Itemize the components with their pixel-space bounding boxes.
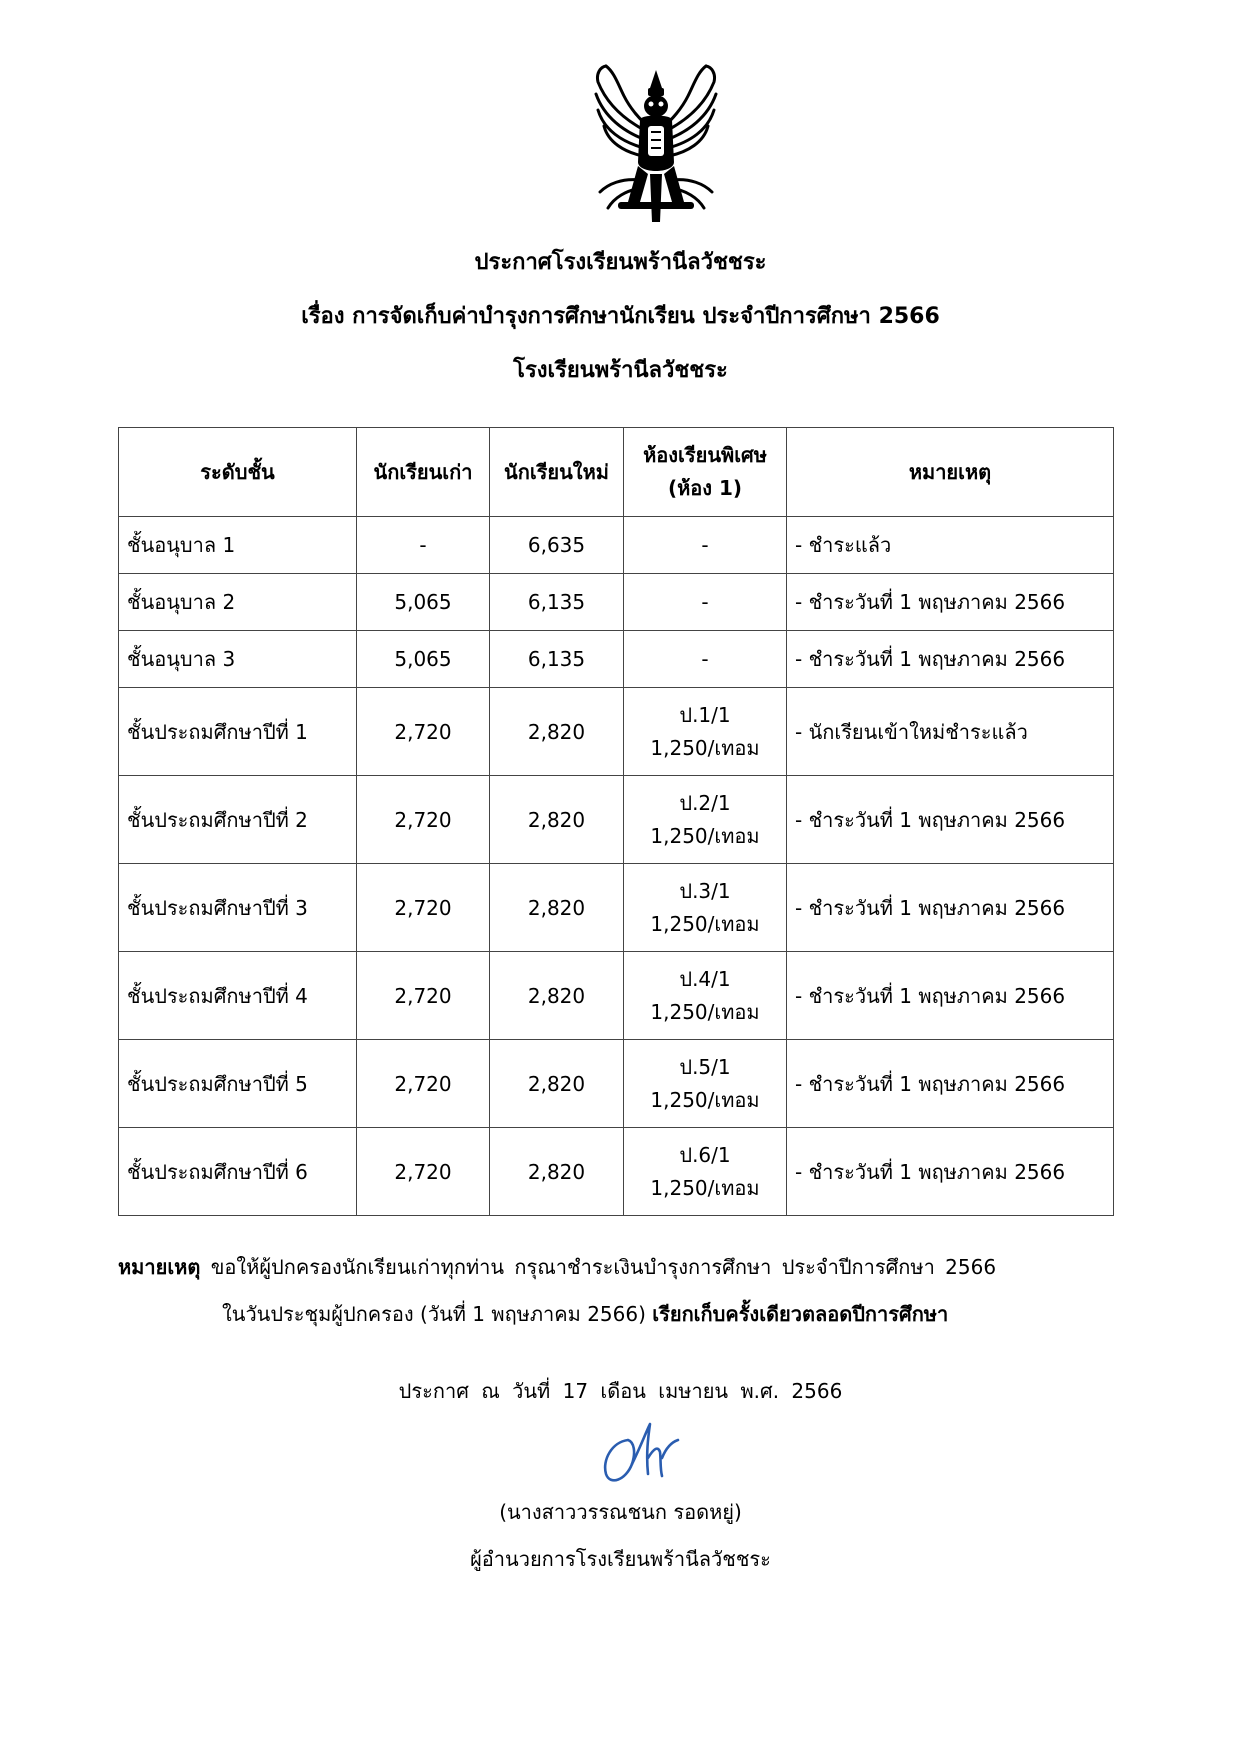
header-level: ระดับชั้น xyxy=(119,428,357,517)
special-fee: 1,250/เทอม xyxy=(650,1087,760,1112)
cell-new-fee: 6,635 xyxy=(490,517,624,574)
header-special-label: ห้องเรียนพิเศษ xyxy=(643,443,767,467)
special-room: ป.4/1 xyxy=(679,966,731,991)
cell-old-fee: 5,065 xyxy=(357,631,490,688)
cell-level: ชั้นประถมศึกษาปีที่ 5 xyxy=(119,1040,357,1128)
header-old-students: นักเรียนเก่า xyxy=(357,428,490,517)
cell-new-fee: 2,820 xyxy=(490,952,624,1040)
announcement-subject: เรื่อง การจัดเก็บค่าบำรุงการศึกษานักเรียน ประจำปีการศึกษา 2566 xyxy=(301,304,940,329)
cell-new-fee: 6,135 xyxy=(490,631,624,688)
cell-new-fee: 2,820 xyxy=(490,864,624,952)
cell-old-fee: 2,720 xyxy=(357,1040,490,1128)
special-room: ป.1/1 xyxy=(679,702,731,727)
cell-special: - xyxy=(624,631,787,688)
table-header-row xyxy=(119,428,1114,517)
special-fee: 1,250/เทอม xyxy=(650,735,760,760)
table-row xyxy=(119,1040,1114,1128)
special-fee: 1,250/เทอม xyxy=(650,823,760,848)
cell-old-fee: 5,065 xyxy=(357,574,490,631)
table-row xyxy=(119,574,1114,631)
special-fee: 1,250/เทอม xyxy=(650,1175,760,1200)
table-row xyxy=(119,952,1114,1040)
special-room: ป.3/1 xyxy=(679,878,731,903)
cell-remark: - ชำระวันที่ 1 พฤษภาคม 2566 xyxy=(787,1040,1114,1128)
announcement-date: ประกาศ ณ วันที่ 17 เดือน เมษายน พ.ศ. 2566 xyxy=(398,1379,843,1403)
cell-new-fee: 2,820 xyxy=(490,776,624,864)
table-row xyxy=(119,776,1114,864)
table-row xyxy=(119,688,1114,776)
cell-old-fee: 2,720 xyxy=(357,776,490,864)
cell-new-fee: 2,820 xyxy=(490,1128,624,1216)
cell-new-fee: 2,820 xyxy=(490,688,624,776)
cell-new-fee: 2,820 xyxy=(490,1040,624,1128)
table-row xyxy=(119,631,1114,688)
header-remark: หมายเหตุ xyxy=(787,428,1114,517)
signer-position: ผู้อำนวยการโรงเรียนพร้านีลวัชชระ xyxy=(470,1547,771,1571)
cell-level: ชั้นอนุบาล 1 xyxy=(119,517,357,574)
note-text-1: ขอให้ผู้ปกครองนักเรียนเก่าทุกท่าน กรุณาชำระเงินบำรุงการศึกษา ประจำปีการศึกษา 2566 xyxy=(210,1255,997,1279)
cell-level: ชั้นอนุบาล 2 xyxy=(119,574,357,631)
cell-level: ชั้นประถมศึกษาปีที่ 3 xyxy=(119,864,357,952)
cell-remark: - ชำระวันที่ 1 พฤษภาคม 2566 xyxy=(787,776,1114,864)
note-line-2 xyxy=(222,1300,948,1328)
cell-remark: - ชำระวันที่ 1 พฤษภาคม 2566 xyxy=(787,631,1114,688)
cell-special xyxy=(624,1128,787,1216)
header-special-room: (ห้อง 1) xyxy=(667,476,743,500)
cell-old-fee: 2,720 xyxy=(357,688,490,776)
cell-special xyxy=(624,1040,787,1128)
garuda-emblem-icon xyxy=(588,62,724,227)
cell-level: ชั้นประถมศึกษาปีที่ 6 xyxy=(119,1128,357,1216)
table-row xyxy=(119,1128,1114,1216)
signer-name: (นางสาววรรณชนก รอดหยู่) xyxy=(499,1500,742,1524)
note-label: หมายเหตุ xyxy=(118,1255,201,1279)
special-fee: 1,250/เทอม xyxy=(650,999,760,1024)
fee-table xyxy=(118,427,1114,1216)
cell-old-fee: - xyxy=(357,517,490,574)
cell-new-fee: 6,135 xyxy=(490,574,624,631)
special-fee: 1,250/เทอม xyxy=(650,911,760,936)
cell-remark: - ชำระวันที่ 1 พฤษภาคม 2566 xyxy=(787,574,1114,631)
cell-old-fee: 2,720 xyxy=(357,952,490,1040)
signature-icon xyxy=(594,1418,690,1490)
header-new-students: นักเรียนใหม่ xyxy=(490,428,624,517)
cell-special xyxy=(624,688,787,776)
cell-old-fee: 2,720 xyxy=(357,864,490,952)
table-row xyxy=(119,864,1114,952)
cell-special xyxy=(624,864,787,952)
note-emphasis: เรียกเก็บครั้งเดียวตลอดปีการศึกษา xyxy=(652,1302,949,1326)
cell-remark: - ชำระวันที่ 1 พฤษภาคม 2566 xyxy=(787,1128,1114,1216)
cell-level: ชั้นประถมศึกษาปีที่ 1 xyxy=(119,688,357,776)
cell-remark: - นักเรียนเข้าใหม่ชำระแล้ว xyxy=(787,688,1114,776)
cell-level: ชั้นประถมศึกษาปีที่ 2 xyxy=(119,776,357,864)
cell-special xyxy=(624,776,787,864)
cell-remark: - ชำระวันที่ 1 พฤษภาคม 2566 xyxy=(787,864,1114,952)
cell-special xyxy=(624,952,787,1040)
school-name: โรงเรียนพร้านีลวัชชระ xyxy=(513,358,728,383)
cell-special: - xyxy=(624,517,787,574)
cell-special: - xyxy=(624,574,787,631)
cell-remark: - ชำระวันที่ 1 พฤษภาคม 2566 xyxy=(787,952,1114,1040)
note-text-2: ในวันประชุมผู้ปกครอง (วันที่ 1 พฤษภาคม 2566) xyxy=(222,1302,653,1326)
cell-level: ชั้นประถมศึกษาปีที่ 4 xyxy=(119,952,357,1040)
note-line-1 xyxy=(118,1253,996,1281)
special-room: ป.2/1 xyxy=(679,790,731,815)
cell-level: ชั้นอนุบาล 3 xyxy=(119,631,357,688)
cell-remark: - ชำระแล้ว xyxy=(787,517,1114,574)
table-row xyxy=(119,517,1114,574)
special-room: ป.6/1 xyxy=(679,1142,731,1167)
cell-old-fee: 2,720 xyxy=(357,1128,490,1216)
header-special-class xyxy=(624,428,787,517)
announcement-title: ประกาศโรงเรียนพร้านีลวัชชระ xyxy=(474,250,767,275)
special-room: ป.5/1 xyxy=(679,1054,731,1079)
